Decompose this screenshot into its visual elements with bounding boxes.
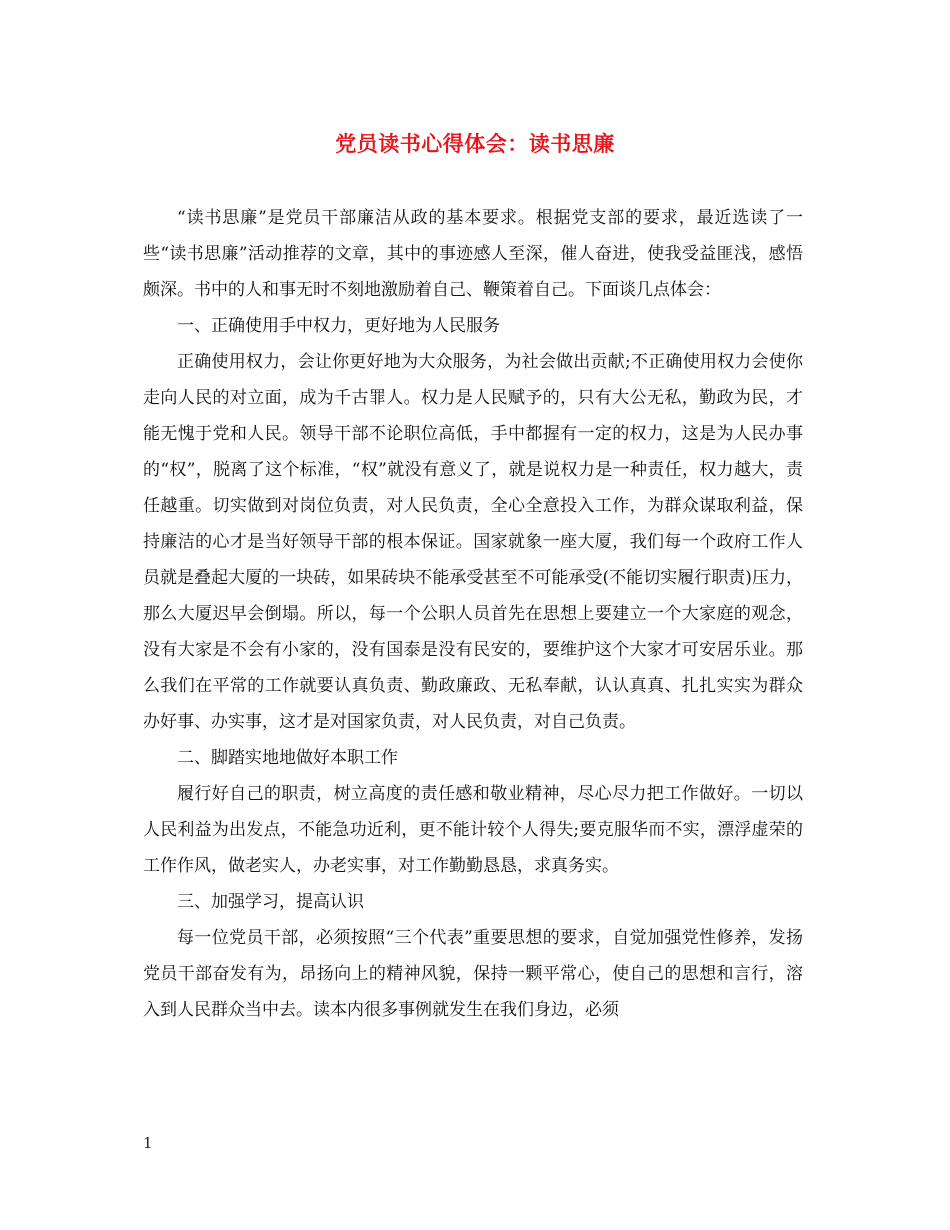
paragraph-section-1: 正确使用权力，会让你更好地为大众服务，为社会做出贡献;不正确使用权力会使你走向人民的对立面，成为千古罪人。权力是人民赋予的，只有大公无私，勤政为民，才能无愧于党和人民。领导干部不论职位高低，手中都握有一定的权力，这是为人民办事的“权”，脱离了这个标准，“权”就没有意义了，就是说权力是一种责任，权力越大，责任越重。切实做到对岗位负责，对人民负责，全心全意投入工作，为群众谋取利益，保持廉洁的心才是当好领导干部的根本保证。国家就象一座大厦，我们每一个政府工作人员就是叠起大厦的一块砖，如果砖块不能承受甚至不可能承受(不能切实履行职责)压力，那么大厦迟早会倒塌。所以，每一个公职人员首先在思想上要建立一个大家庭的观念，没有大家是不会有小家的，没有国泰是没有民安的，要维护这个大家才可安居乐业。那么我们在平常的工作就要认真负责、勤政廉政、无私奉献，认认真真、扎扎实实为群众办好事、办实事，这才是对国家负责，对人民负责，对自己负责。 [143,352,803,732]
document-title: 党员读书心得体会：读书思廉 [335,131,615,156]
section-heading-1: 一、正确使用手中权力，更好地为人民服务 [177,316,500,336]
section-heading-2: 二、脚踏实地地做好本职工作 [177,748,398,768]
page-number: 1 [143,1134,153,1152]
paragraph-section-3: 每一位党员干部，必须按照“三个代表”重要思想的要求，自觉加强党性修养，发扬党员干部奋发有为，昂扬向上的精神风貌，保持一颗平常心，使自己的思想和言行，溶入到人民群众当中去。读本内很多事例就发生在我们身边，必须 [143,928,803,1020]
paragraph-intro: “读书思廉”是党员干部廉洁从政的基本要求。根据党支部的要求，最近选读了一些“读书思廉”活动推荐的文章，其中的事迹感人至深，催人奋进，使我受益匪浅，感悟颇深。书中的人和事无时不刻地激励着自己、鞭策着自己。下面谈几点体会： [143,208,803,300]
paragraph-section-2: 履行好自己的职责，树立高度的责任感和敬业精神，尽心尽力把工作做好。一切以人民利益为出发点，不能急功近利，更不能计较个人得失;要克服华而不实，漂浮虚荣的工作作风，做老实人，办老实事，对工作勤勤恳恳，求真务实。 [143,784,803,876]
section-heading-3: 三、加强学习，提高认识 [177,892,364,912]
document-body [143,200,803,1028]
